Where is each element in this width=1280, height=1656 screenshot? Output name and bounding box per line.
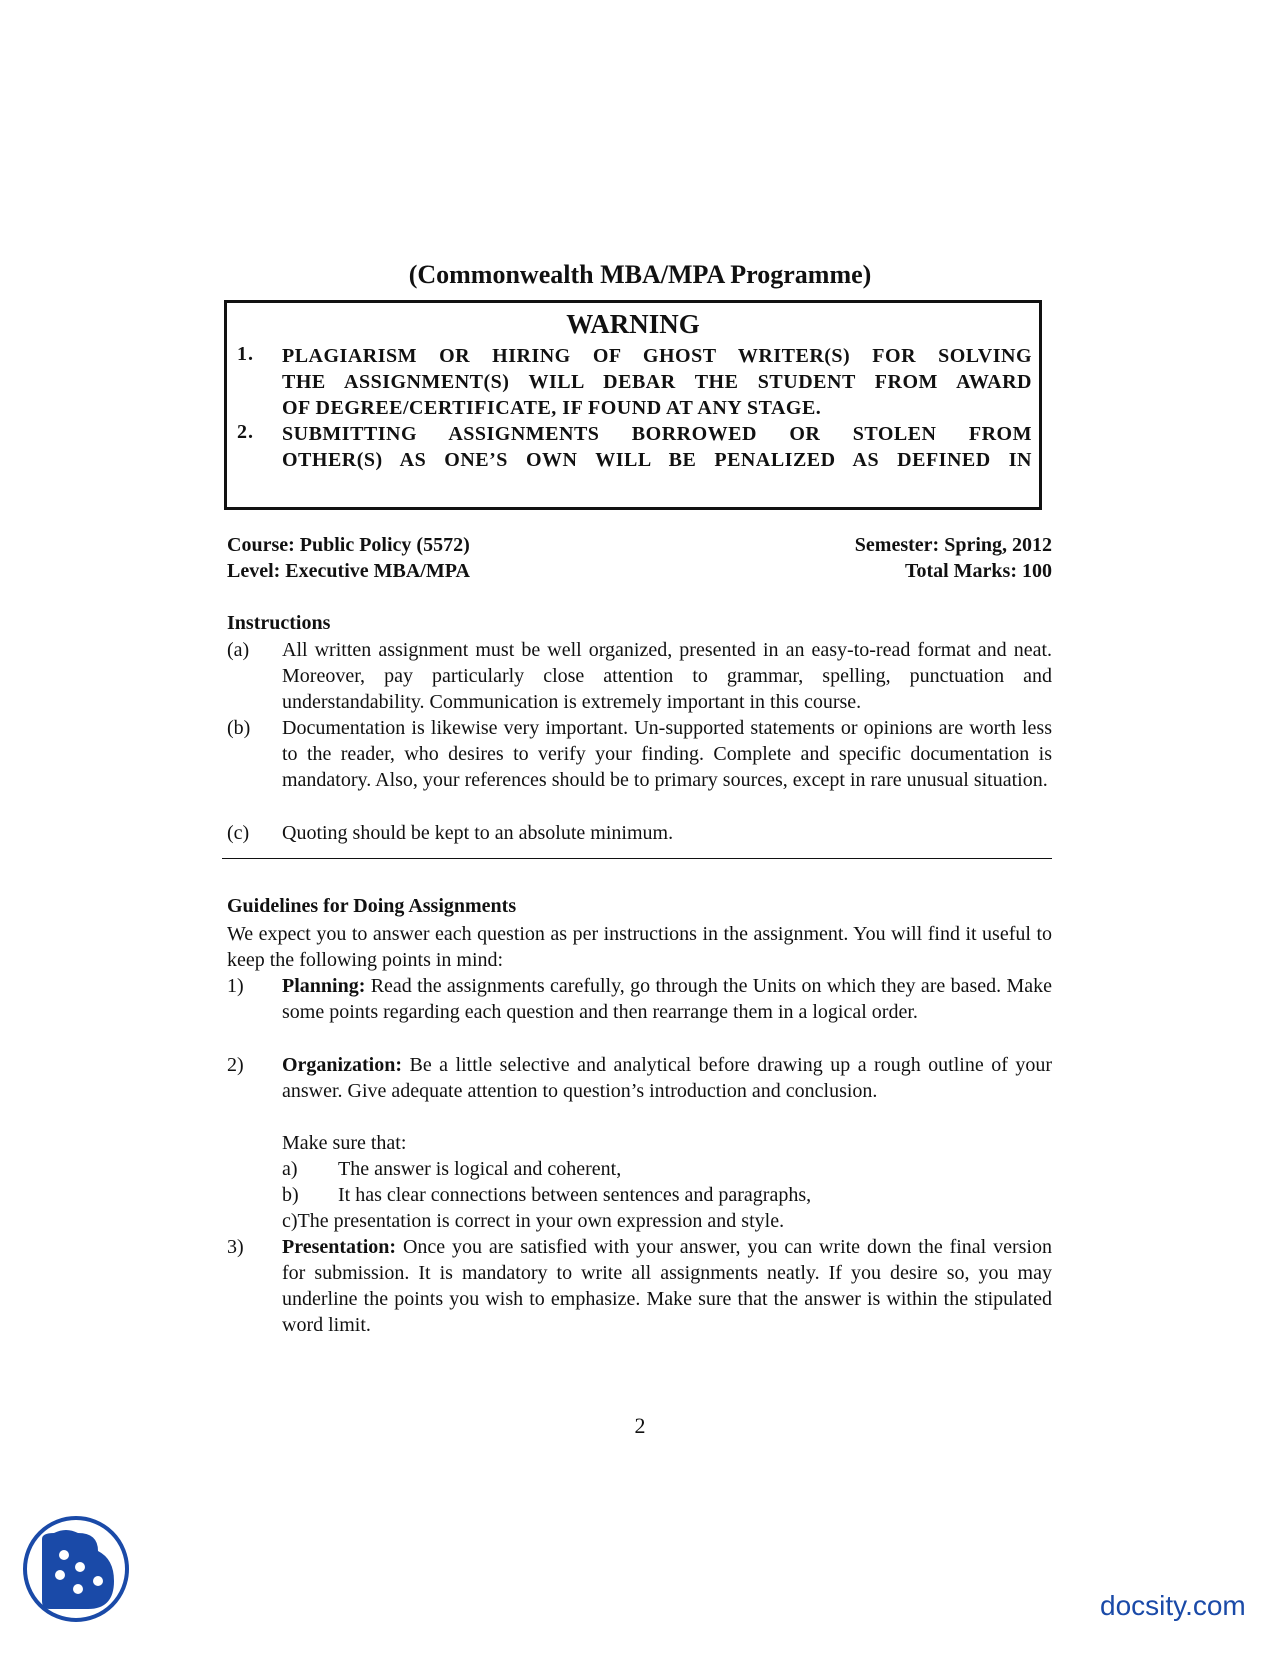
subitem-label: a) bbox=[282, 1158, 298, 1180]
guideline-text: Read the assignments carefully, go through the Units on which they are based. Make some points regarding each question and then rearrange them in a logical order. bbox=[282, 975, 1052, 1023]
total-marks: Total Marks: 100 bbox=[904, 560, 1052, 582]
guideline-title: Organization: bbox=[282, 1054, 402, 1076]
course-level: Level: Executive MBA/MPA bbox=[227, 560, 470, 582]
warning-item-line: SUBMITTING ASSIGNMENTS BORROWED OR STOLEN FROM bbox=[282, 423, 1032, 445]
instruction-label: (a) bbox=[227, 639, 250, 661]
guideline-item bbox=[282, 973, 1052, 1025]
subitem-text: The answer is logical and coherent, bbox=[338, 1158, 622, 1180]
guideline-title: Presentation: bbox=[282, 1236, 397, 1258]
guideline-item bbox=[282, 1234, 1052, 1338]
guideline-text: Once you are satisfied with your answer, you can write down the final version for submission. It is mandatory to write all assignments neatly. If you desire so, you may underline the points you wish to emphasize. Make sure that the answer is within the stipulated word limit. bbox=[282, 1236, 1052, 1336]
subitem-label: b) bbox=[282, 1184, 299, 1206]
warning-box bbox=[224, 300, 1042, 510]
guideline-title: Planning: bbox=[282, 975, 366, 997]
instruction-text: Documentation is likewise very important. Un-supported statements or opinions are worth less to the reader, who desires to verify your finding. Complete and specific documentation is mandatory. Also, your references should be to primary sources, except in rare unusual situation. bbox=[282, 717, 1052, 791]
instruction-label: (c) bbox=[227, 822, 250, 844]
warning-item-number: 1. bbox=[237, 343, 254, 365]
page-number: 2 bbox=[634, 1413, 646, 1438]
warning-item-line: THE ASSIGNMENT(S) WILL DEBAR THE STUDENT FROM AWARD bbox=[282, 371, 1032, 393]
course-name: Course: Public Policy (5572) bbox=[227, 534, 470, 556]
guideline-item bbox=[282, 1052, 1052, 1104]
docsity-logo-icon bbox=[22, 1515, 130, 1623]
guidelines-intro: We expect you to answer each question as per instructions in the assignment. You will find it useful to keep the following points in mind: bbox=[227, 923, 1052, 971]
make-sure-text: Make sure that: bbox=[282, 1132, 407, 1154]
guideline-label: 2) bbox=[227, 1054, 244, 1076]
warning-item-line: PLAGIARISM OR HIRING OF GHOST WRITER(S) FOR SOLVING bbox=[282, 345, 1032, 367]
instruction-label: (b) bbox=[227, 717, 251, 739]
warning-item-line: OF DEGREE/CERTIFICATE, IF FOUND AT ANY STAGE. bbox=[282, 397, 822, 419]
subitem-text: It has clear connections between sentences and paragraphs, bbox=[338, 1184, 812, 1206]
section-divider bbox=[222, 858, 1052, 859]
guideline-label: 3) bbox=[227, 1236, 244, 1258]
guidelines-heading: Guidelines for Doing Assignments bbox=[227, 895, 517, 917]
instruction-text: All written assignment must be well organized, presented in an easy-to-read format and neat. Moreover, pay particularly close attention to grammar, spelling, punctuation and understandability. Communication is extremely important in this course. bbox=[282, 639, 1052, 713]
docsity-brand[interactable]: docsity.com bbox=[1100, 1590, 1246, 1621]
warning-item-line: OTHER(S) AS ONE’S OWN WILL BE PENALIZED AS DEFINED IN bbox=[282, 449, 1032, 471]
warning-title: WARNING bbox=[566, 309, 700, 339]
guideline-text: Be a little selective and analytical before drawing up a rough outline of your answer. Give adequate attention to question’s introduction and conclusion. bbox=[282, 1054, 1052, 1102]
subitem-text: c)The presentation is correct in your own expression and style. bbox=[282, 1210, 785, 1232]
programme-title: (Commonwealth MBA/MPA Programme) bbox=[408, 260, 872, 289]
guideline-label: 1) bbox=[227, 975, 244, 997]
instructions-heading: Instructions bbox=[227, 612, 331, 634]
instruction-text: Quoting should be kept to an absolute minimum. bbox=[282, 822, 674, 844]
semester: Semester: Spring, 2012 bbox=[854, 534, 1052, 556]
warning-item-number: 2. bbox=[237, 421, 254, 443]
